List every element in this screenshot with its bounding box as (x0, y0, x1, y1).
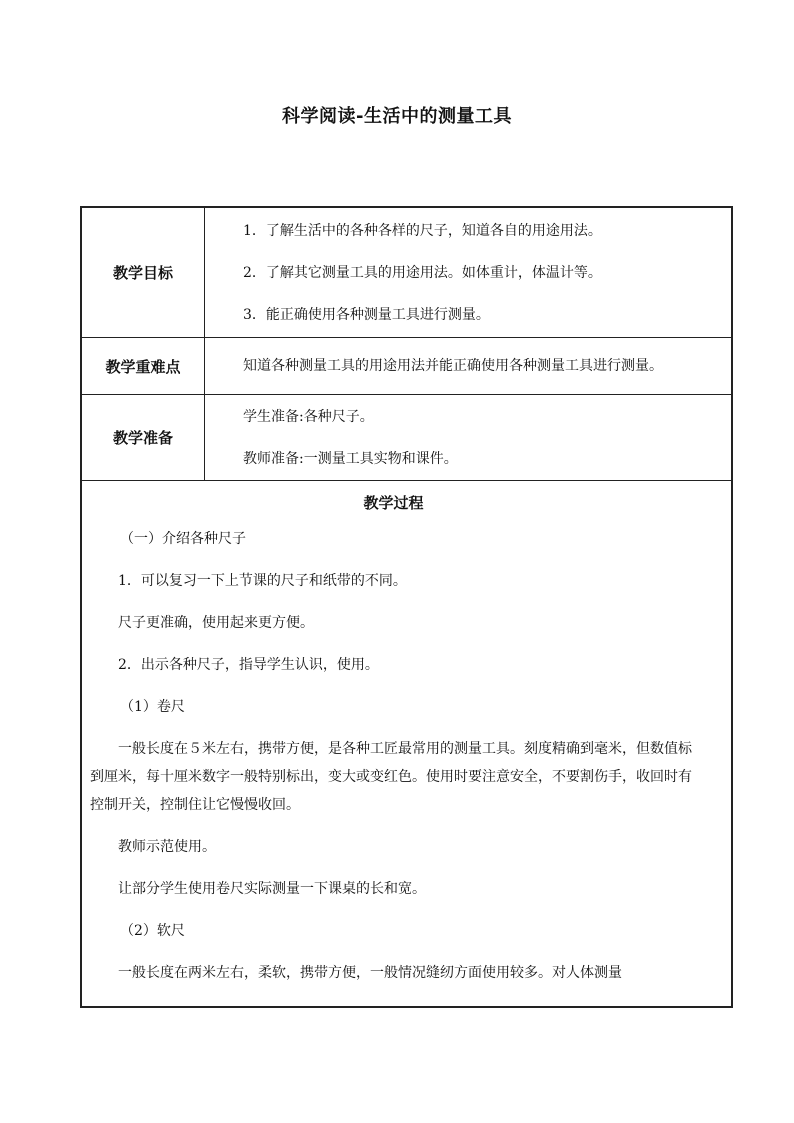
lesson-plan-table (80, 206, 733, 1008)
difficulty-content (205, 338, 731, 394)
process-paragraph: （一）介绍各种尺子 (120, 531, 246, 547)
difficulty-text: 知道各种测量工具的用途用法并能正确使用各种测量工具进行测量。 (243, 358, 663, 374)
process-paragraph: 1．可以复习一下上节课的尺子和纸带的不同。 (118, 573, 407, 589)
process-paragraph: 一般长度在两米左右，柔软，携带方便，一般情况缝纫方面使用较多。对人体测量 (118, 965, 622, 981)
document-title: 科学阅读-生活中的测量工具 (282, 106, 512, 127)
difficulty-label: 教学重难点 (82, 338, 205, 394)
process-paragraph: 一般长度在５米左右，携带方便，是各种工匠最常用的测量工具。刻度精确到毫米，但数值标到厘米，每十厘米数字一般特别标出，变大或变红色。使用时要注意安全，不要割伤手，收回时有控制开关，控制住让它慢慢收回。 (90, 741, 692, 813)
preparation-content (205, 395, 731, 480)
process-paragraph: 2．出示各种尺子，指导学生认识，使用。 (118, 657, 379, 673)
goal-item: 1．了解生活中的各种各样的尺子，知道各自的用途用法。 (243, 222, 602, 239)
difficulty-row (82, 338, 731, 395)
goals-row (82, 208, 731, 338)
process-paragraph: 教师示范使用。 (118, 839, 216, 855)
process-paragraph: 让部分学生使用卷尺实际测量一下课桌的长和宽。 (118, 881, 426, 897)
goal-item: 2．了解其它测量工具的用途用法。如体重计，体温计等。 (243, 264, 602, 281)
preparation-label: 教学准备 (82, 395, 205, 480)
process-paragraph: 尺子更准确，使用起来更方便。 (118, 615, 314, 631)
goals-label: 教学目标 (82, 208, 205, 337)
preparation-item: 教师准备:一测量工具实物和课件。 (243, 450, 458, 467)
process-paragraph: （2）软尺 (120, 923, 185, 939)
process-section (82, 481, 731, 987)
process-title: 教学过程 (363, 494, 424, 512)
goals-content (205, 208, 731, 337)
goal-item: 3．能正确使用各种测量工具进行测量。 (243, 306, 490, 323)
process-paragraph: （1）卷尺 (120, 699, 185, 715)
preparation-item: 学生准备:各种尺子。 (243, 408, 374, 425)
preparation-row (82, 395, 731, 481)
